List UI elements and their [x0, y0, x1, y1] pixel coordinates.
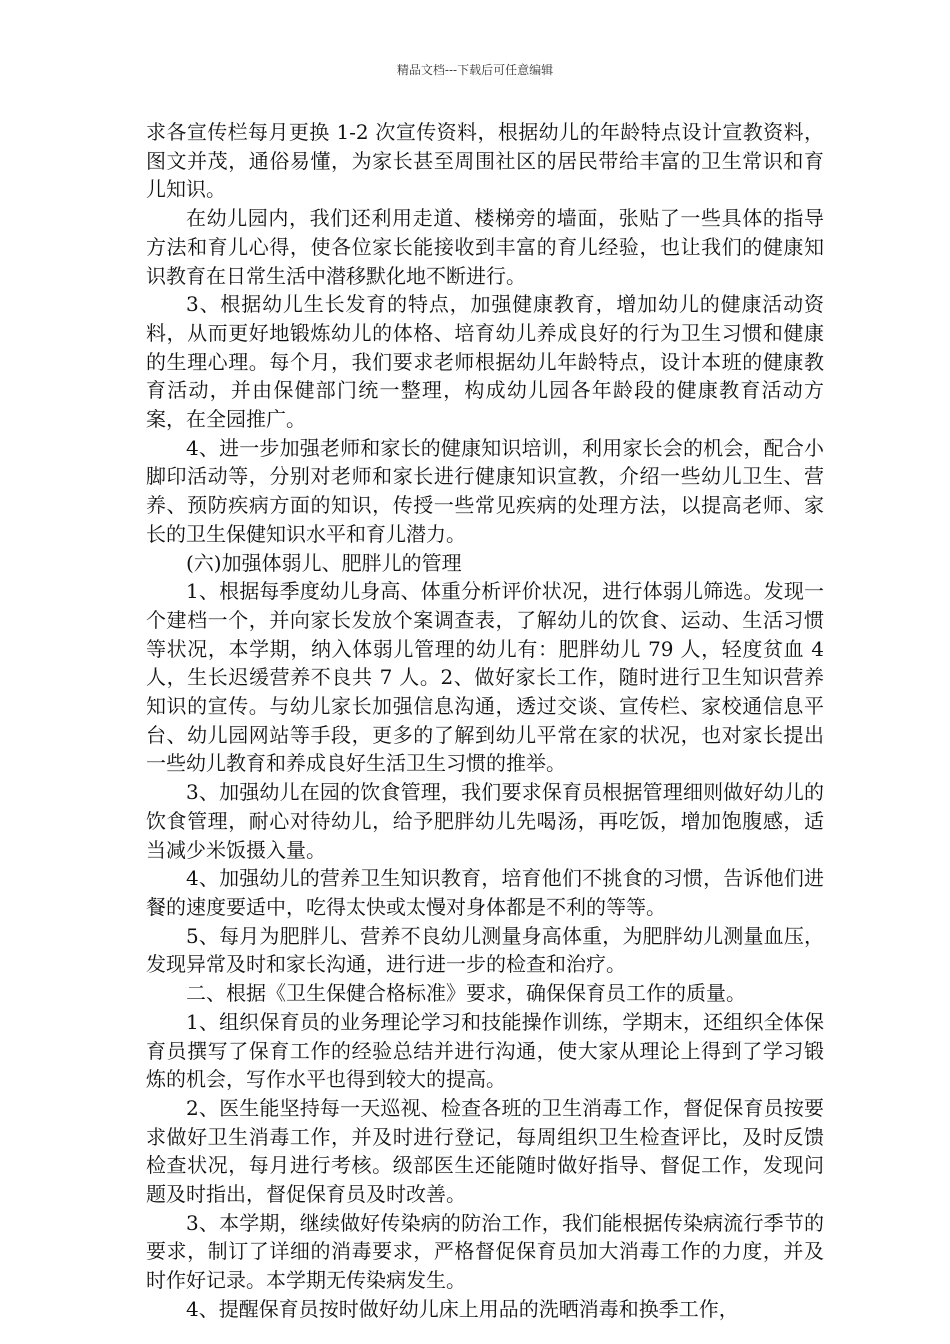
- paragraph-9: 5、每月为肥胖儿、营养不良幼儿测量身高体重，为肥胖幼儿测量血压，发现异常及时和家长沟通，进行进一步的检查和治疗。: [146, 923, 824, 977]
- paragraph-8: 4、加强幼儿的营养卫生知识教育，培育他们不挑食的习惯，告诉他们进餐的速度要适中，吃得太快或太慢对身体都是不利的等等。: [146, 866, 824, 919]
- paragraph-14: 4、提醒保育员按时做好幼儿床上用品的洗晒消毒和换季工作，: [186, 1296, 739, 1321]
- paragraph-11: 1、组织保育员的业务理论学习和技能操作训练，学期末，还组织全体保育员撰写了保育工作的经验总结并进行沟通，使大家从理论上得到了学习锻炼的机会，写作水平也得到较大的提高。: [146, 1009, 824, 1092]
- paragraph-13: 3、本学期，继续做好传染病的防治工作，我们能根据传染病流行季节的要求，制订了详细的消毒要求，严格督促保育员加大消毒工作的力度，并及时作好记录。本学期无传染病发生。: [146, 1210, 824, 1293]
- paragraph-4: 4、进一步加强老师和家长的健康知识培训，利用家长会的机会，配合小脚印活动等，分别对老师和家长进行健康知识宣教，介绍一些幼儿卫生、营养、预防疾病方面的知识，传授一些常见疾病的处理方法，以提高老师、家长的卫生保健知识水平和育儿潜力。: [146, 435, 824, 546]
- paragraph-3: 3、根据幼儿生长发育的特点，加强健康教育，增加幼儿的健康活动资料，从而更好地锻炼幼儿的体格、培育幼儿养成良好的行为卫生习惯和健康的生理心理。每个月，我们要求老师根据幼儿年龄特点，设计本班的健康教育活动，并由保健部门统一整理，构成幼儿园各年龄段的健康教育活动方案，在全园推广。: [146, 292, 824, 432]
- page-header: 精品文档---下载后可任意编辑: [396, 63, 554, 77]
- paragraph-2: 在幼儿园内，我们还利用走道、楼梯旁的墙面，张贴了一些具体的指导方法和育儿心得，使各位家长能接收到丰富的育儿经验，也让我们的健康知识教育在日常生活中潜移默化地不断进行。: [146, 206, 824, 288]
- document-body: [146, 118, 824, 1324]
- paragraph-1: 求各宣传栏每月更换 1-2 次宣传资料，根据幼儿的年龄特点设计宣教资料，图文并茂，通俗易懂，为家长甚至周围社区的居民带给丰富的卫生常识和育儿知识。: [146, 120, 824, 202]
- section-heading-2: 二、根据《卫生保健合格标准》要求，确保保育员工作的质量。: [186, 981, 746, 1006]
- section-heading-6: (六)加强体弱儿、肥胖儿的管理: [186, 550, 462, 575]
- paragraph-6: 1、根据每季度幼儿身高、体重分析评价状况，进行体弱儿筛选。发现一个建档一个，并向家长发放个案调查表，了解幼儿的饮食、运动、生活习惯等状况，本学期，纳入体弱儿管理的幼儿有：肥胖幼儿 79 人，轻度贫血 4 人，生长迟缓营养不良共 7 人。2、做好家长工作，随时进行卫生知识营养知识的宣传。与幼儿家长加强信息沟通，透过交谈、宣传栏、家校通信息平台、幼儿园网站等手段，更多的了解到幼儿平常在家的状况，也对家长提出一些幼儿教育和养成良好生活卫生习惯的推举。: [146, 579, 824, 776]
- paragraph-7: 3、加强幼儿在园的饮食管理，我们要求保育员根据管理细则做好幼儿的饮食管理，耐心对待幼儿，给予肥胖幼儿先喝汤，再吃饭，增加饱腹感，适当减少米饭摄入量。: [146, 780, 824, 862]
- paragraph-12: 2、医生能坚持每一天巡视、检查各班的卫生消毒工作，督促保育员按要求做好卫生消毒工作，并及时进行登记，每周组织卫生检查评比，及时反馈检查状况，每月进行考核。级部医生还能随时做好指导、督促工作，发现问题及时指出，督促保育员及时改善。: [146, 1095, 824, 1207]
